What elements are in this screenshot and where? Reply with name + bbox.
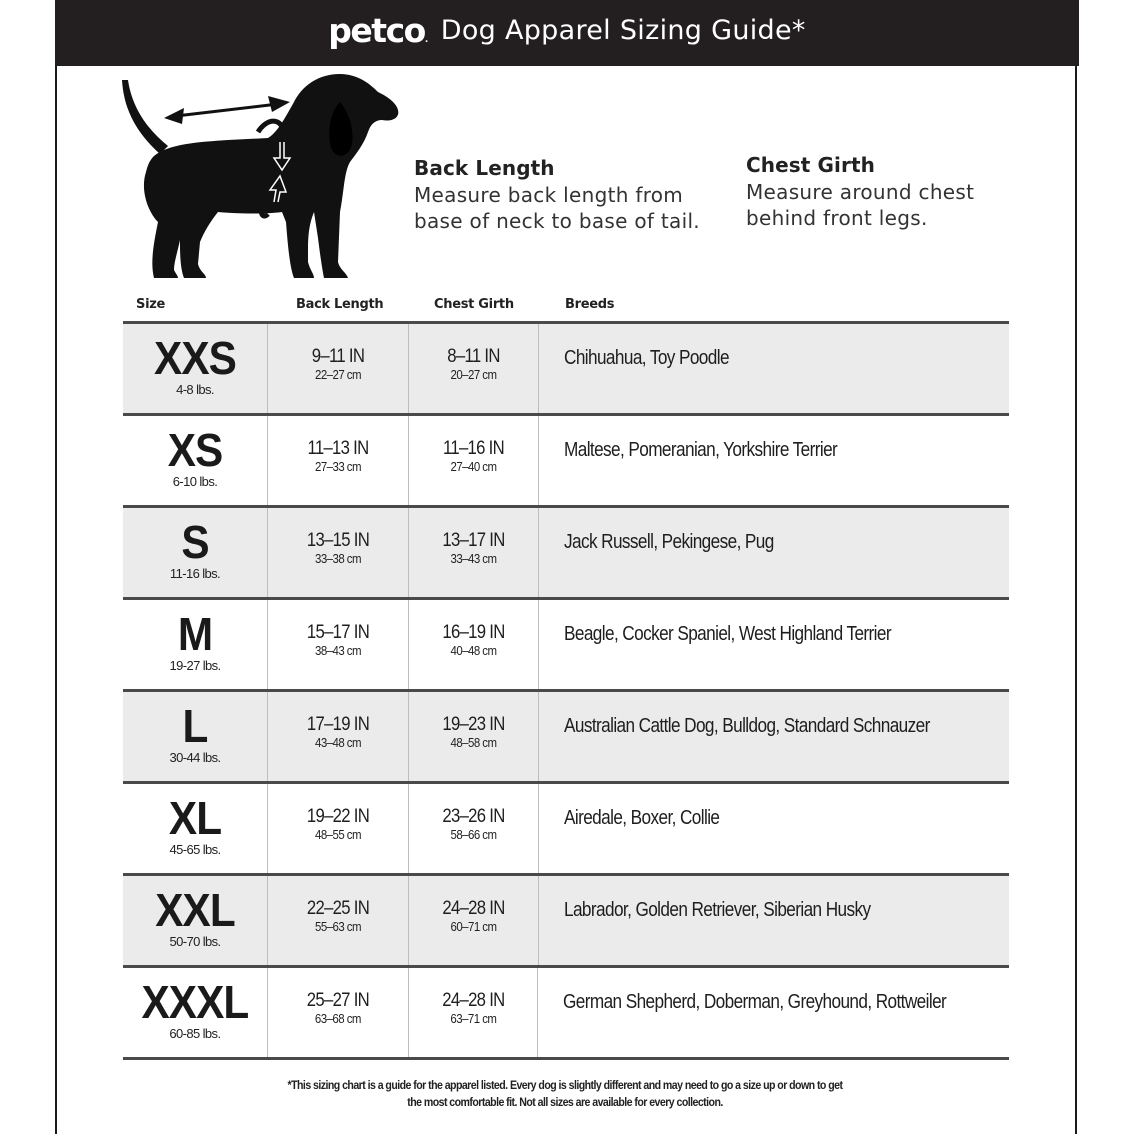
footnote-line-2: the most comfortable fit. Not all sizes are available for every collection. (407, 1097, 723, 1109)
back-length-cm: 55–63 cm (314, 919, 362, 934)
back-length-cm: 43–48 cm (314, 735, 362, 750)
back-length-cell (268, 692, 409, 781)
breeds-cell (539, 416, 1009, 505)
column-header-breeds: Breeds (565, 297, 615, 312)
dog-silhouette-measurement-icon (118, 72, 403, 282)
size-weight: 4-8 lbs. (176, 382, 214, 397)
size-weight: 45-65 lbs. (169, 842, 221, 857)
breeds-text: Labrador, Golden Retriever, Siberian Husky (564, 899, 871, 921)
breeds-cell (539, 692, 1009, 781)
size-code: XXXL (141, 976, 249, 1028)
footnote (266, 1078, 864, 1112)
chest-girth-cm: 58–66 cm (450, 827, 497, 842)
chest-girth-inches: 24–28 IN (442, 898, 505, 919)
size-weight: 30-44 lbs. (169, 750, 221, 765)
table-row-xxl (123, 873, 1009, 965)
size-cell (123, 784, 268, 873)
size-cell (123, 692, 268, 781)
size-code: XXS (154, 332, 236, 384)
back-length-cm: 33–38 cm (314, 551, 362, 566)
back-length-description: Measure back length from base of neck to base of tail. (414, 183, 700, 233)
back-length-cm: 22–27 cm (314, 367, 362, 382)
chest-girth-cm: 40–48 cm (450, 643, 497, 658)
chest-girth-heading: Chest Girth (746, 153, 875, 177)
size-weight: 50-70 lbs. (169, 934, 221, 949)
size-cell (123, 876, 268, 965)
breeds-cell (539, 324, 1009, 413)
breeds-cell (539, 876, 1009, 965)
back-length-inches: 9–11 IN (311, 346, 365, 367)
table-row-xxxl (123, 965, 1009, 1060)
chest-girth-cm: 60–71 cm (450, 919, 497, 934)
back-length-inches: 19–22 IN (306, 806, 370, 827)
breeds-text: Airedale, Boxer, Collie (564, 807, 720, 829)
table-row-xs (123, 413, 1009, 505)
back-length-cm: 38–43 cm (314, 643, 362, 658)
back-length-instructions (414, 156, 700, 234)
chest-girth-cell (409, 968, 539, 1057)
back-length-cell (268, 968, 409, 1057)
size-cell (123, 968, 268, 1057)
breeds-cell (539, 508, 1009, 597)
back-length-cell (268, 600, 409, 689)
chest-girth-cell (409, 784, 539, 873)
breeds-text: Australian Cattle Dog, Bulldog, Standard Schnauzer (564, 715, 930, 737)
back-length-cell (268, 324, 409, 413)
size-cell (123, 324, 268, 413)
sizing-table (123, 321, 1009, 1060)
breeds-text: Chihuahua, Toy Poodle (564, 347, 729, 369)
table-row-m (123, 597, 1009, 689)
size-code: L (182, 700, 208, 752)
breeds-text: German Shepherd, Doberman, Greyhound, Rottweiler (563, 991, 947, 1013)
size-code: XL (168, 792, 222, 844)
column-header-chest-girth: Chest Girth (434, 297, 514, 312)
chest-girth-cell (409, 600, 539, 689)
back-length-inches: 15–17 IN (306, 622, 370, 643)
header-bar (55, 0, 1079, 66)
page-title: Dog Apparel Sizing Guide* (440, 14, 806, 46)
chest-girth-inches: 23–26 IN (442, 806, 505, 827)
back-length-inches: 25–27 IN (306, 990, 369, 1011)
table-row-xl (123, 781, 1009, 873)
petco-logo: petco. (328, 10, 427, 50)
size-cell (123, 416, 268, 505)
size-weight: 19-27 lbs. (169, 658, 221, 673)
back-length-cell (268, 784, 409, 873)
back-length-cm: 48–55 cm (314, 827, 362, 842)
size-code: M (177, 608, 213, 660)
back-length-inches: 13–15 IN (306, 530, 370, 551)
back-length-inches: 22–25 IN (306, 898, 370, 919)
chest-girth-inches: 19–23 IN (442, 714, 505, 735)
chest-girth-cm: 33–43 cm (450, 551, 497, 566)
breeds-text: Maltese, Pomeranian, Yorkshire Terrier (564, 439, 838, 461)
size-weight: 60-85 lbs. (169, 1026, 221, 1041)
chest-girth-cm: 63–71 cm (450, 1011, 497, 1026)
breeds-text: Jack Russell, Pekingese, Pug (564, 531, 774, 553)
size-cell (123, 600, 268, 689)
footnote-line-1: *This sizing chart is a guide for the apparel listed. Every dog is slightly different and may need to go a size up or down to get (287, 1080, 843, 1092)
back-length-cell (268, 416, 409, 505)
back-length-inches: 17–19 IN (306, 714, 370, 735)
back-length-cm: 27–33 cm (314, 459, 362, 474)
chest-girth-cell (409, 508, 539, 597)
size-code: XS (167, 424, 223, 476)
table-row-xxs (123, 321, 1009, 413)
size-weight: 6-10 lbs. (172, 474, 218, 489)
breeds-text: Beagle, Cocker Spaniel, West Highland Terrier (564, 623, 891, 645)
breeds-cell (539, 784, 1009, 873)
breeds-cell (539, 600, 1009, 689)
chest-girth-cm: 27–40 cm (450, 459, 497, 474)
chest-girth-cell (409, 416, 539, 505)
chest-girth-inches: 11–16 IN (443, 438, 504, 459)
column-header-back-length: Back Length (296, 297, 384, 312)
back-length-cell (268, 876, 409, 965)
back-length-inches: 11–13 IN (307, 438, 369, 459)
chest-girth-cell (409, 876, 539, 965)
back-length-cm: 63–68 cm (314, 1011, 361, 1026)
back-length-cell (268, 508, 409, 597)
chest-girth-inches: 24–28 IN (441, 990, 505, 1011)
chest-girth-cm: 48–58 cm (450, 735, 497, 750)
table-row-s (123, 505, 1009, 597)
size-weight: 11-16 lbs. (169, 566, 221, 581)
chest-girth-inches: 16–19 IN (442, 622, 505, 643)
chest-girth-description: Measure around chest behind front legs. (746, 180, 975, 230)
chest-girth-instructions (746, 153, 974, 231)
chest-girth-cell (409, 692, 539, 781)
back-length-heading: Back Length (414, 156, 555, 180)
column-header-size: Size (136, 297, 166, 312)
table-row-l (123, 689, 1009, 781)
chest-girth-inches: 8–11 IN (447, 346, 500, 367)
chest-girth-inches: 13–17 IN (442, 530, 505, 551)
chest-girth-cm: 20–27 cm (450, 367, 497, 382)
size-code: S (181, 516, 209, 568)
chest-girth-cell (409, 324, 539, 413)
size-code: XXL (155, 884, 235, 936)
size-cell (123, 508, 268, 597)
breeds-cell (538, 968, 1009, 1057)
